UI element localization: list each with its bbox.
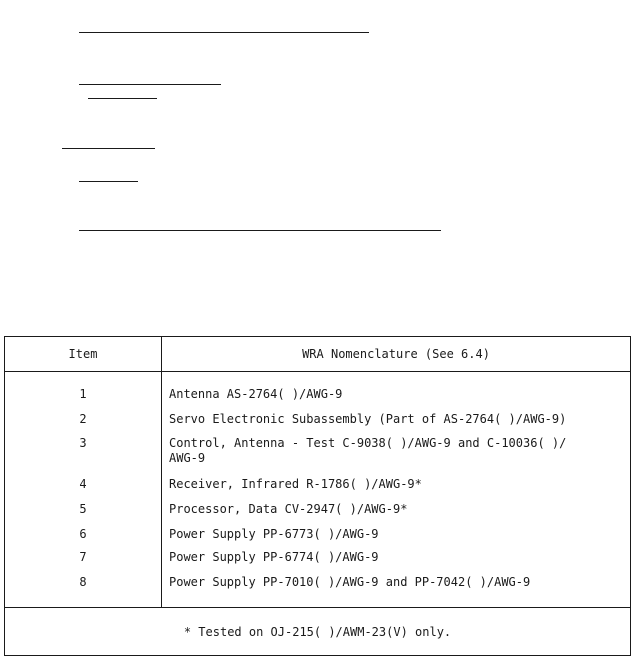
blank-line-2	[79, 84, 221, 85]
row-5-item: 5	[79, 502, 87, 516]
blank-line-1	[79, 32, 369, 33]
row-2-nomenclature: Servo Electronic Subassembly (Part of AS-2764( )/AWG-9)	[169, 412, 567, 426]
row-7-item: 7	[79, 550, 87, 564]
row-3-item: 3	[79, 436, 87, 450]
blank-line-5	[79, 181, 138, 182]
column-divider	[161, 337, 162, 607]
row-1-nomenclature: Antenna AS-2764( )/AWG-9	[169, 387, 343, 401]
header-divider	[5, 371, 630, 372]
row-3-nomenclature: Control, Antenna - Test C-9038( )/AWG-9 and C-10036( )/ AWG-9	[169, 436, 567, 465]
row-6-item: 6	[79, 527, 87, 541]
row-4-nomenclature: Receiver, Infrared R-1786( )/AWG-9*	[169, 477, 422, 491]
row-8-item: 8	[79, 575, 87, 589]
header-item: Item	[68, 347, 98, 361]
footnote-divider	[5, 607, 630, 608]
blank-line-3	[88, 98, 157, 99]
blank-line-6	[79, 230, 441, 231]
row-2-item: 2	[79, 412, 87, 426]
header-nomenclature: WRA Nomenclature (See 6.4)	[302, 347, 490, 361]
row-1-item: 1	[79, 387, 87, 401]
row-7-nomenclature: Power Supply PP-6774( )/AWG-9	[169, 550, 379, 564]
wra-table	[4, 336, 631, 656]
row-8-nomenclature: Power Supply PP-7010( )/AWG-9 and PP-7042( )/AWG-9	[169, 575, 531, 589]
row-4-item: 4	[79, 477, 87, 491]
row-6-nomenclature: Power Supply PP-6773( )/AWG-9	[169, 527, 379, 541]
table-footnote: * Tested on OJ-215( )/AWM-23(V) only.	[183, 625, 452, 639]
row-5-nomenclature: Processor, Data CV-2947( )/AWG-9*	[169, 502, 408, 516]
blank-line-4	[62, 148, 155, 149]
